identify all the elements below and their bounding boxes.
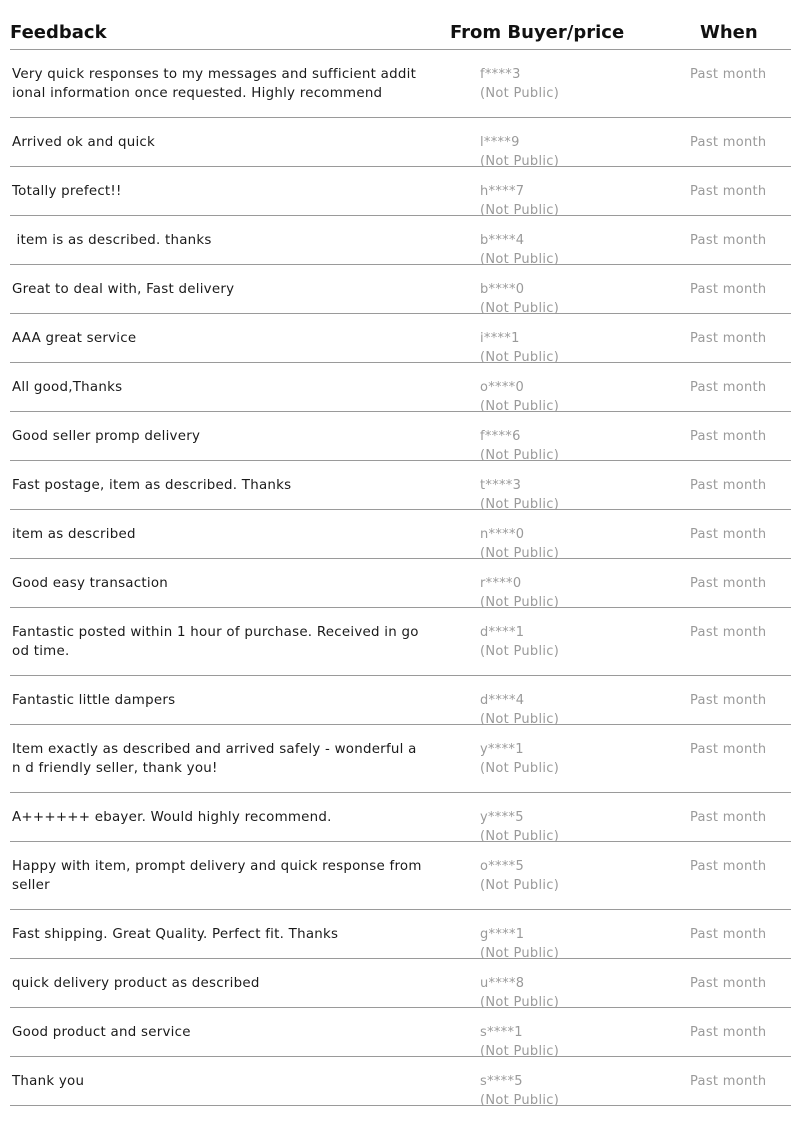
feedback-comment: Fast postage, item as described. Thanks	[12, 478, 292, 493]
buyer-visibility: (Not Public)	[480, 546, 560, 561]
buyer-visibility: (Not Public)	[480, 995, 560, 1010]
buyer-column-header: From Buyer/price	[450, 22, 625, 43]
buyer-id: b****4	[480, 233, 525, 248]
feedback-time: Past month	[690, 380, 767, 395]
feedback-comment: quick delivery product as described	[12, 976, 260, 991]
buyer-visibility: (Not Public)	[480, 86, 560, 101]
buyer-info	[480, 525, 559, 563]
feedback-time: Past month	[690, 1025, 767, 1040]
feedback-time: Past month	[690, 184, 767, 199]
buyer-info	[480, 329, 559, 367]
buyer-visibility: (Not Public)	[480, 448, 560, 463]
buyer-info	[480, 925, 559, 963]
table-row	[10, 842, 791, 910]
feedback-time: Past month	[690, 135, 767, 150]
feedback-time: Past month	[690, 625, 767, 640]
feedback-time: Past month	[690, 927, 767, 942]
feedback-time: Past month	[690, 1074, 767, 1089]
table-row	[10, 265, 791, 314]
buyer-id: y****1	[480, 742, 524, 757]
feedback-comment: Totally prefect!!	[12, 184, 122, 199]
table-row	[10, 1057, 791, 1106]
feedback-column-header: Feedback	[10, 22, 107, 43]
table-row	[10, 910, 791, 959]
buyer-visibility: (Not Public)	[480, 761, 560, 776]
table-row	[10, 412, 791, 461]
feedback-comment: Good easy transaction	[12, 576, 169, 591]
feedback-time: Past month	[690, 810, 767, 825]
feedback-comment: item is as described. thanks	[12, 233, 212, 248]
buyer-info	[480, 574, 559, 612]
buyer-info	[480, 974, 559, 1012]
buyer-visibility: (Not Public)	[480, 829, 560, 844]
feedback-comment: Good product and service	[12, 1025, 191, 1040]
feedback-time: Past month	[690, 527, 767, 542]
when-column-header: When	[700, 22, 758, 43]
buyer-info	[480, 182, 559, 220]
buyer-id: r****0	[480, 576, 522, 591]
buyer-visibility: (Not Public)	[480, 946, 560, 961]
table-row	[10, 363, 791, 412]
feedback-comment: A++++++ ebayer. Would highly recommend.	[12, 810, 332, 825]
buyer-id: d****1	[480, 625, 525, 640]
buyer-info	[480, 231, 559, 269]
buyer-visibility: (Not Public)	[480, 252, 560, 267]
buyer-id: h****7	[480, 184, 525, 199]
feedback-time: Past month	[690, 976, 767, 991]
feedback-time: Past month	[690, 331, 767, 346]
buyer-visibility: (Not Public)	[480, 1044, 560, 1059]
table-row	[10, 959, 791, 1008]
feedback-table	[10, 0, 791, 1106]
feedback-comment: Happy with item, prompt delivery and quick response from seller	[12, 859, 427, 893]
buyer-id: f****6	[480, 429, 521, 444]
buyer-info	[480, 280, 559, 318]
feedback-comment: All good,Thanks	[12, 380, 123, 395]
buyer-visibility: (Not Public)	[480, 497, 560, 512]
buyer-visibility: (Not Public)	[480, 595, 560, 610]
buyer-info	[480, 691, 559, 729]
buyer-info	[480, 133, 559, 171]
feedback-comment: Thank you	[12, 1074, 85, 1089]
buyer-info	[480, 857, 559, 895]
table-row	[10, 793, 791, 842]
table-row	[10, 725, 791, 793]
buyer-info	[480, 1023, 559, 1061]
buyer-info	[480, 378, 559, 416]
buyer-info	[480, 623, 559, 661]
feedback-time: Past month	[690, 233, 767, 248]
feedback-comment: Very quick responses to my messages and sufficient addit ional information once requested. Highly recommend	[12, 67, 421, 101]
buyer-id: y****5	[480, 810, 524, 825]
buyer-id: d****4	[480, 693, 525, 708]
buyer-id: u****8	[480, 976, 525, 991]
buyer-id: b****0	[480, 282, 525, 297]
table-row	[10, 314, 791, 363]
buyer-visibility: (Not Public)	[480, 154, 560, 169]
buyer-info	[480, 427, 559, 465]
buyer-id: o****0	[480, 380, 525, 395]
feedback-comment: Fantastic little dampers	[12, 693, 176, 708]
buyer-id: o****5	[480, 859, 525, 874]
feedback-time: Past month	[690, 742, 767, 757]
table-row	[10, 676, 791, 725]
table-row	[10, 216, 791, 265]
buyer-info	[480, 740, 559, 778]
table-header	[10, 0, 791, 50]
buyer-info	[480, 476, 559, 514]
buyer-visibility: (Not Public)	[480, 1093, 560, 1108]
feedback-time: Past month	[690, 478, 767, 493]
feedback-time: Past month	[690, 576, 767, 591]
table-row	[10, 167, 791, 216]
table-row	[10, 559, 791, 608]
feedback-comment: Fast shipping. Great Quality. Perfect fit. Thanks	[12, 927, 339, 942]
table-row	[10, 510, 791, 559]
buyer-id: g****1	[480, 927, 525, 942]
feedback-time: Past month	[690, 429, 767, 444]
feedback-time: Past month	[690, 67, 767, 82]
buyer-visibility: (Not Public)	[480, 301, 560, 316]
table-row	[10, 1008, 791, 1057]
table-row	[10, 608, 791, 676]
buyer-info	[480, 1072, 559, 1110]
buyer-id: n****0	[480, 527, 525, 542]
buyer-id: l****9	[480, 135, 520, 150]
buyer-visibility: (Not Public)	[480, 878, 560, 893]
feedback-comment: Good seller promp delivery	[12, 429, 201, 444]
buyer-id: s****5	[480, 1074, 523, 1089]
feedback-rows	[10, 50, 791, 1106]
buyer-id: f****3	[480, 67, 521, 82]
feedback-comment: Great to deal with, Fast delivery	[12, 282, 235, 297]
buyer-info	[480, 65, 559, 103]
buyer-visibility: (Not Public)	[480, 712, 560, 727]
buyer-visibility: (Not Public)	[480, 399, 560, 414]
buyer-visibility: (Not Public)	[480, 644, 560, 659]
buyer-visibility: (Not Public)	[480, 350, 560, 365]
feedback-comment: item as described	[12, 527, 136, 542]
feedback-comment: Item exactly as described and arrived safely - wonderful an d friendly seller, thank you!	[12, 742, 417, 776]
feedback-comment: Arrived ok and quick	[12, 135, 156, 150]
buyer-visibility: (Not Public)	[480, 203, 560, 218]
buyer-id: i****1	[480, 331, 520, 346]
buyer-info	[480, 808, 559, 846]
table-row	[10, 50, 791, 118]
table-row	[10, 461, 791, 510]
table-row	[10, 118, 791, 167]
feedback-comment: Fantastic posted within 1 hour of purchase. Received in go od time.	[12, 625, 424, 659]
buyer-id: s****1	[480, 1025, 523, 1040]
feedback-time: Past month	[690, 282, 767, 297]
buyer-id: t****3	[480, 478, 522, 493]
feedback-time: Past month	[690, 859, 767, 874]
feedback-time: Past month	[690, 693, 767, 708]
feedback-comment: AAA great service	[12, 331, 137, 346]
